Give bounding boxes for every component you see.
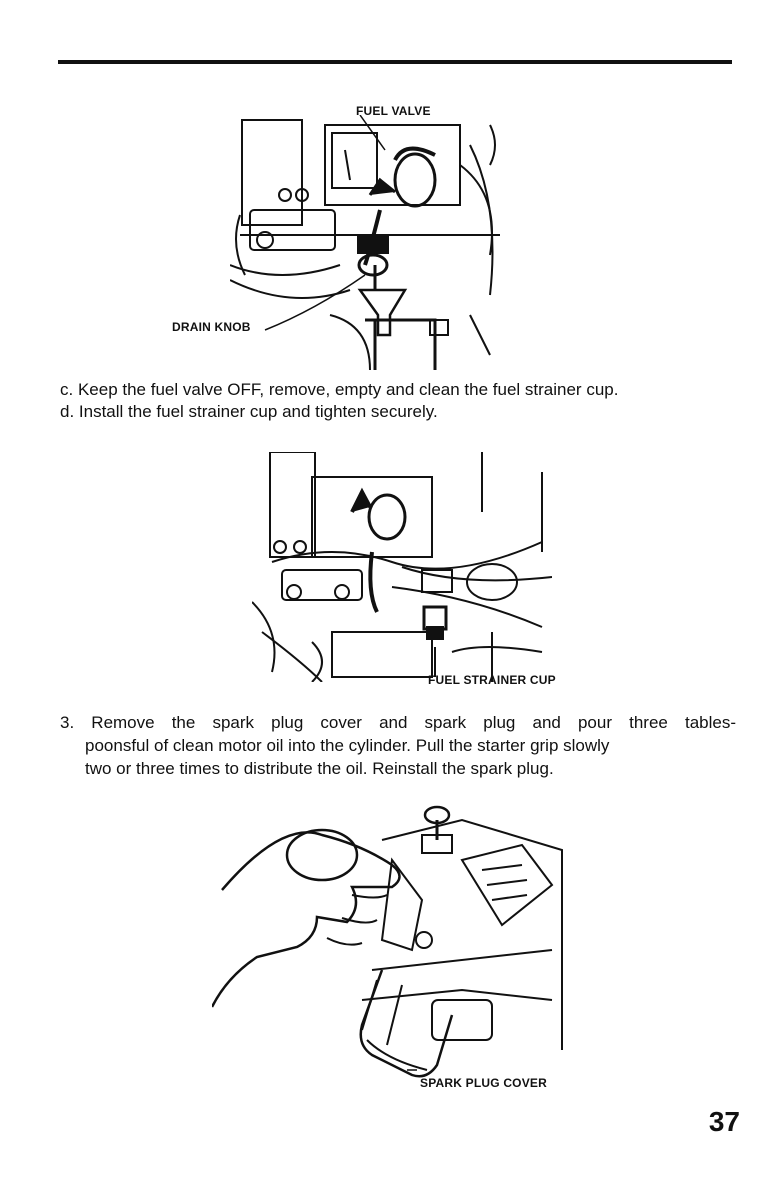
drain-knob-callout: DRAIN KNOB (172, 320, 251, 334)
fuel-valve-callout: FUEL VALVE (356, 104, 431, 118)
step-3-line-1: 3. Remove the spark plug cover and spark plug and pour three tables- (60, 713, 736, 732)
page-number: 37 (708, 1106, 740, 1137)
spark-plug-cover-illustration (212, 800, 572, 1090)
fuel-strainer-cup-illustration (252, 452, 552, 682)
fuel-strainer-cup-callout: FUEL STRAINER CUP (428, 673, 556, 687)
step-3-line-3: two or three times to distribute the oil. Reinstall the spark plug. (85, 759, 554, 778)
step-3-text (60, 711, 736, 780)
step-c-text: c. Keep the fuel valve OFF, remove, empty and clean the fuel strainer cup. (60, 380, 619, 399)
fuel-valve-illustration (230, 115, 520, 370)
step-d-text: d. Install the fuel strainer cup and tighten securely. (60, 402, 438, 421)
step-3-line-2: poonsful of clean motor oil into the cylinder. Pull the starter grip slowly (85, 736, 610, 755)
header-rule (58, 60, 732, 64)
spark-plug-cover-callout: SPARK PLUG COVER (420, 1076, 547, 1090)
